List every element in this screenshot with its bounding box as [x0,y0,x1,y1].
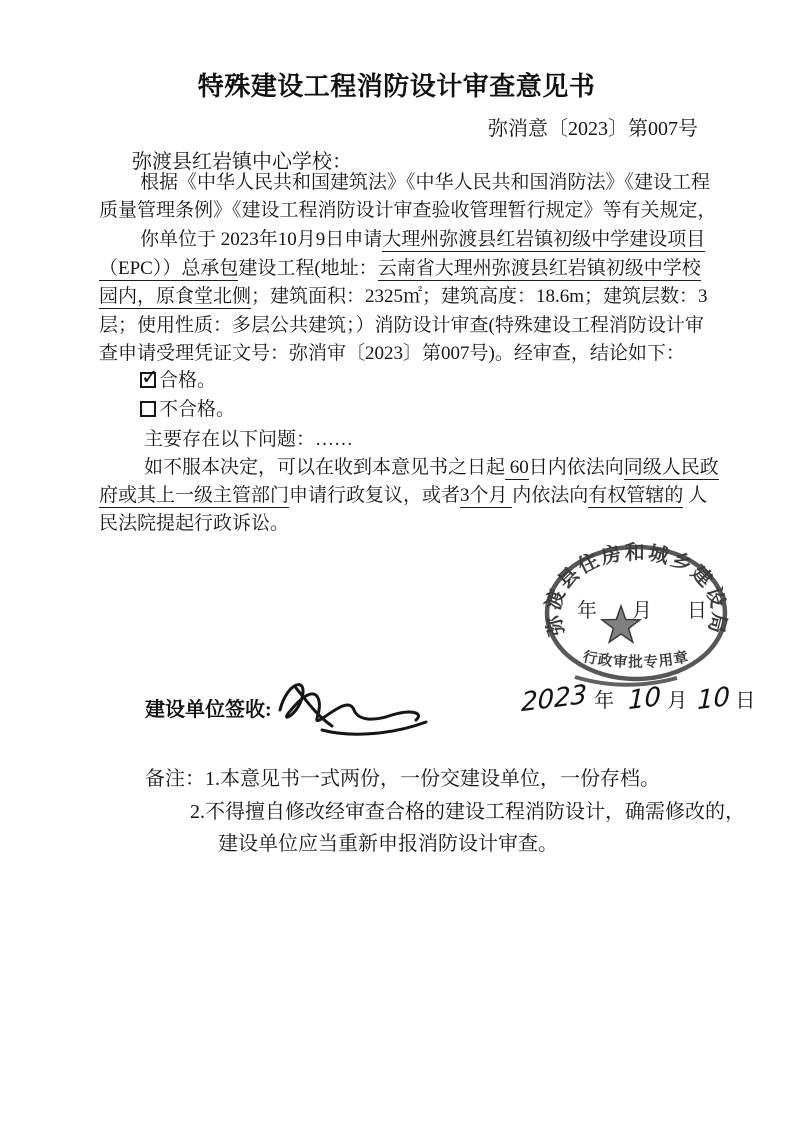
year-label: 年 [594,690,615,712]
fail-checkbox [140,401,156,417]
body-text: 建设工程(地址： [238,258,378,279]
note-line-2 [190,795,745,824]
body-text: 你单位于 2023年10月9日申请 [140,229,383,250]
body-text: 日内依法向 [528,457,624,478]
body-line-11 [99,455,769,480]
note-3-text: 建设单位应当重新申报消防设计审查。 [218,833,558,855]
body-text: 如不服本决定，可以在收到本意见书之日起 [144,457,506,478]
day-placeholder: 日 [687,600,707,622]
issues-line [99,427,769,452]
conclusion-fail-line [99,397,765,422]
body-line-7 [99,341,724,366]
month-placeholder: 月 [632,600,652,622]
underlined-jurisdiction: 有权管辖的 [588,485,684,506]
body-line-6 [99,313,724,338]
body-line-2 [99,198,724,223]
seal-star-icon [602,606,640,642]
body-text: 主要存在以下问题：…… [144,429,354,450]
pass-checkbox [140,365,159,389]
body-text: 查申请受理凭证文号：弥消审〔2023〕第007号)。经审查，结论如下： [99,343,685,364]
body-text: 根据《中华人民共和国建筑法》《中华人民共和国消防法》《建设工程 [140,172,711,193]
body-line-3 [99,227,765,252]
note-1-text: 1.本意见书一式两份，一份交建设单位，一份存档。 [205,768,660,790]
svg-text:弥渡县住房和城乡建设局 [540,540,731,639]
handwritten-signature [260,668,445,748]
underlined-authority-1: 同级人民政 [623,457,719,478]
year-placeholder: 年 [577,600,597,622]
official-seal-stamp [537,538,737,698]
body-text: ；建筑面积：2325㎡；建筑高度：18.6m；建筑层数：3 [251,286,708,307]
underlined-authority-2: 府或其上一级主管部门 [99,485,290,506]
note-line-1 [145,762,660,791]
handwritten-day: 10 [697,681,731,717]
page-title: 特殊建设工程消防设计审查意见书 [197,72,596,101]
body-line-12 [99,483,724,508]
body-line-1 [99,170,765,195]
seal-ring-text: 弥渡县住房和城乡建设局 [541,541,731,638]
month-label: 月 [667,690,688,712]
body-text: 内依法向 [512,485,589,506]
pass-label: 合格。 [159,370,217,391]
document-number: 弥消意〔2023〕第007号 [488,118,698,140]
body-text: 质量管理条例》《建设工程消防设计审查验收管理暂行规定》等有关规定， [99,200,717,221]
underlined-project-name: 大理州弥渡县红岩镇初级中学建设项目 [382,229,706,250]
note-2-text: 2.不得擅自修改经审查合格的建设工程消防设计，确需修改的， [190,801,745,823]
body-text: 人 [683,485,708,506]
body-line-13 [99,511,724,536]
notes-label: 备注： [145,768,205,790]
check-icon: ✓ [141,365,159,389]
conclusion-pass-line [99,365,765,393]
handwritten-month: 10 [628,681,662,717]
signature-label: 建设单位签收: [145,699,272,721]
underlined-address-2: 园内，原食堂北侧 [99,286,252,307]
underlined-epc: （EPC））总承包 [99,258,239,279]
body-text: 民法院提起行政诉讼。 [99,513,290,534]
seal-bottom-text: 行政审批专用章 [581,649,691,671]
underlined-address-1: 云南省大理州弥渡县红岩镇初级中学校 [377,258,701,279]
day-label: 日 [735,690,756,712]
body-line-4 [99,256,724,281]
body-line-5 [99,284,724,309]
note-line-3 [218,827,558,856]
handwritten-year: 2023 [520,679,588,719]
fail-label: 不合格。 [159,399,236,420]
body-text: 申请行政复议，或者 [289,485,461,506]
underlined-3-months: 3个月 [460,485,513,506]
svg-text:行政审批专用章 [581,648,690,671]
receipt-date [520,679,756,719]
underlined-60-days: 60 [505,457,529,478]
body-text: 层；使用性质：多层公共建筑；）消防设计审查(特殊建设工程消防设计审 [99,315,704,336]
addressee: 弥渡县红岩镇中心学校： [132,151,352,173]
